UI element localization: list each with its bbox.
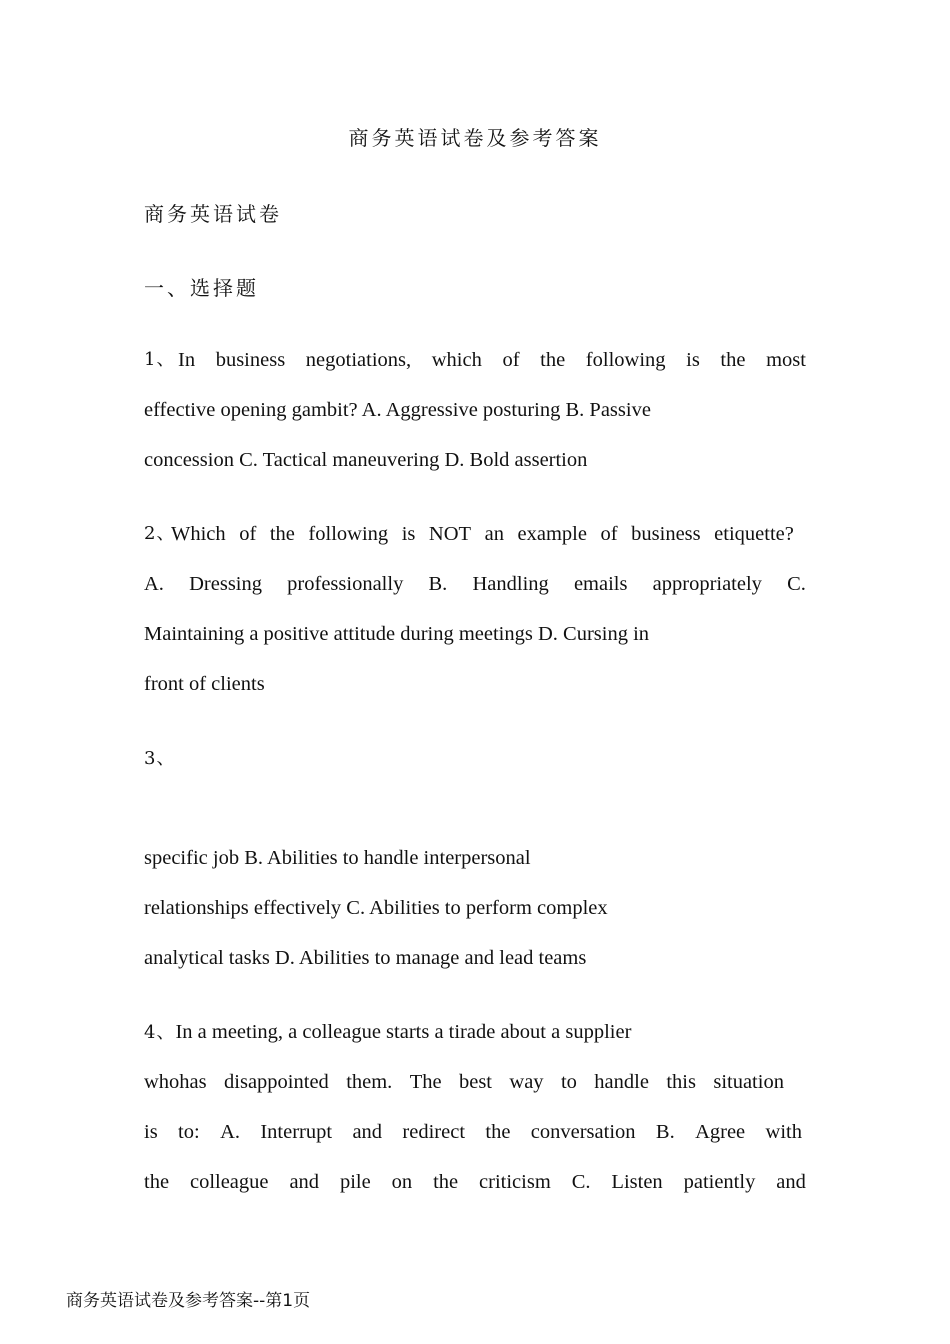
word: etiquette?	[714, 523, 794, 545]
word: of	[502, 349, 520, 371]
part-heading: 一、选择题	[144, 276, 259, 300]
word: which	[431, 349, 482, 371]
word: to:	[178, 1121, 200, 1143]
word: way	[509, 1071, 544, 1093]
question-1-line-3: concession C. Tactical maneuvering D. Bold assertion	[144, 449, 588, 471]
word: on	[391, 1171, 413, 1193]
word: B.	[655, 1121, 675, 1143]
word: situation	[713, 1071, 784, 1093]
word: Agree	[695, 1121, 746, 1143]
word: negotiations,	[305, 349, 412, 371]
word: Which	[171, 523, 226, 545]
word: of	[239, 523, 257, 545]
question-3-line-3: relationships effectively C. Abilities to perform complex	[144, 897, 608, 919]
word: and	[776, 1171, 806, 1193]
word: conversation	[530, 1121, 636, 1143]
question-4-number: 4、	[144, 1022, 176, 1043]
word: business	[631, 523, 701, 545]
word: The	[409, 1071, 442, 1093]
word: business	[215, 349, 286, 371]
word: and	[352, 1121, 383, 1143]
word: them.	[346, 1071, 393, 1093]
word: NOT	[428, 523, 472, 545]
word: In	[178, 349, 196, 371]
word: disappointed	[224, 1071, 329, 1093]
word: following	[585, 349, 666, 371]
word: redirect	[402, 1121, 466, 1143]
document-title: 商务英语试卷及参考答案	[348, 126, 602, 150]
question-2-number: 2、	[144, 523, 176, 544]
word: emails	[573, 573, 628, 595]
word: an	[484, 523, 504, 545]
question-3-line-2: specific job B. Abilities to handle interpersonal	[144, 847, 531, 869]
word: of	[600, 523, 618, 545]
word: following	[308, 523, 389, 545]
question-3-number: 3、	[144, 748, 176, 769]
question-1-line-2: effective opening gambit? A. Aggressive posturing B. Passive	[144, 399, 651, 421]
word: is	[144, 1121, 158, 1143]
word: Dressing	[189, 573, 262, 595]
word: professionally	[287, 573, 404, 595]
word: to	[560, 1071, 577, 1093]
question-4-line-4	[144, 1170, 806, 1194]
word: C.	[571, 1171, 591, 1193]
question-2-line-3: Maintaining a positive attitude during meetings D. Cursing in	[144, 623, 650, 645]
question-1-number: 1、	[144, 349, 176, 370]
word: the	[269, 523, 295, 545]
word: Handling	[472, 573, 549, 595]
word: this	[666, 1071, 696, 1093]
word: C.	[787, 573, 806, 595]
question-2-line-4: front of clients	[144, 673, 265, 695]
word: Interrupt	[260, 1121, 333, 1143]
word: handle	[594, 1071, 649, 1093]
word: colleague	[189, 1171, 269, 1193]
section-heading: 商务英语试卷	[144, 202, 282, 226]
word: best	[458, 1071, 492, 1093]
word: the	[144, 1171, 170, 1193]
word: A.	[220, 1121, 240, 1143]
word: A.	[144, 573, 164, 595]
question-4-line-1	[144, 1020, 806, 1045]
word: B.	[428, 573, 448, 595]
page-footer: 商务英语试卷及参考答案--第1页	[66, 1291, 311, 1311]
question-3-line-1	[144, 746, 806, 771]
word: pile	[339, 1171, 371, 1193]
word: is	[401, 523, 416, 545]
word: appropriately	[652, 573, 762, 595]
word: criticism	[479, 1171, 551, 1193]
word: and	[289, 1171, 320, 1193]
word: the	[433, 1171, 459, 1193]
word: whohas	[144, 1071, 207, 1093]
question-3-line-4: analytical tasks D. Abilities to manage and lead teams	[144, 947, 587, 969]
question-4-line-3	[144, 1120, 802, 1144]
word: the	[540, 349, 566, 371]
word: example	[517, 523, 587, 545]
word: is	[686, 349, 700, 371]
word: the	[485, 1121, 511, 1143]
word: Listen	[611, 1171, 663, 1193]
question-2-line-2	[144, 572, 806, 596]
question-4-line-2	[144, 1070, 784, 1094]
word: most	[766, 349, 806, 371]
word: with	[765, 1121, 802, 1143]
word: patiently	[683, 1171, 756, 1193]
word: In a meeting, a colleague starts a tirade about a supplier	[175, 1021, 632, 1043]
word: the	[720, 349, 746, 371]
